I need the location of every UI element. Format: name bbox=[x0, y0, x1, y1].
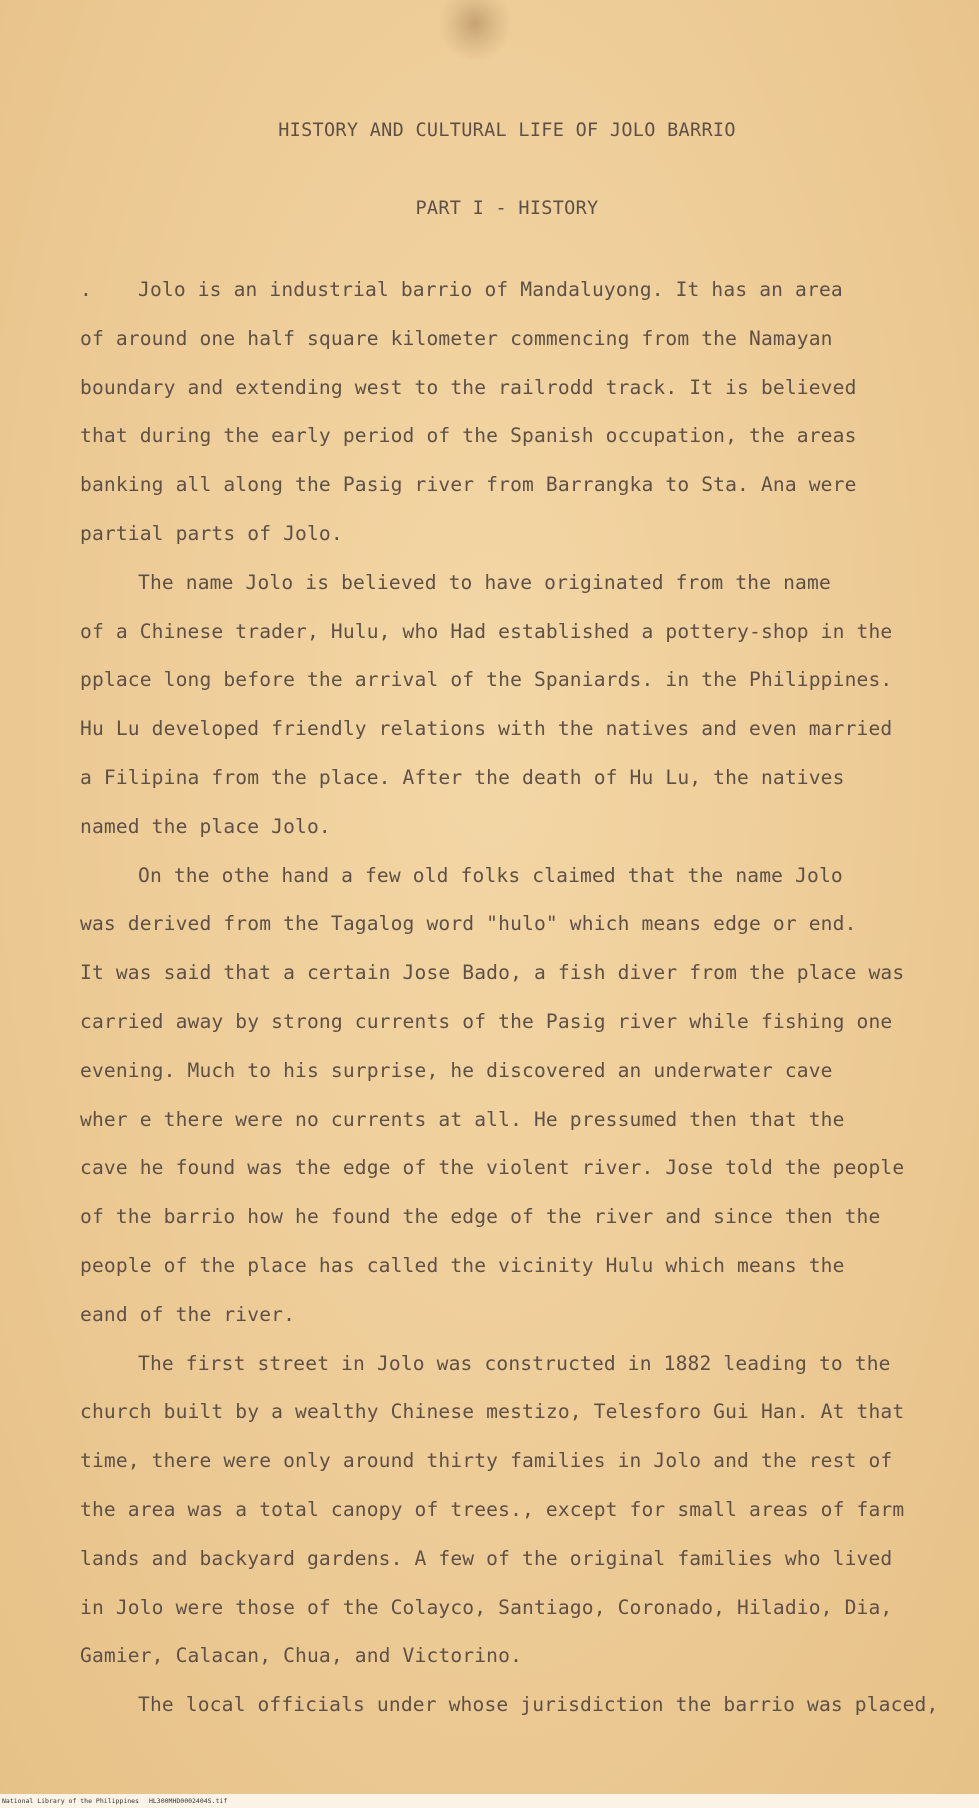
text-line: of a Chinese trader, Hulu, who Had established a pottery-shop in the bbox=[80, 619, 893, 643]
footer-library: National Library of the Philippines bbox=[2, 1797, 139, 1805]
text-line: boundary and extending west to the railrodd track. It is believed bbox=[80, 375, 857, 399]
text-line: The name Jolo is believed to have originated from the name bbox=[138, 570, 831, 594]
text-line: time, there were only around thirty families in Jolo and the rest of bbox=[80, 1449, 893, 1473]
paragraph-3 bbox=[80, 852, 960, 1340]
paper-stain bbox=[440, 0, 510, 60]
text-line: evening. Much to his surprise, he discovered an underwater cave bbox=[80, 1058, 833, 1082]
text-line: of around one half square kilometer commencing from the Namayan bbox=[80, 326, 833, 350]
text-line: eand of the river. bbox=[80, 1302, 296, 1326]
text-line: the area was a total canopy of trees., except for small areas of farm bbox=[80, 1497, 905, 1521]
text-line: On the othe hand a few old folks claimed that the name Jolo bbox=[138, 863, 843, 887]
text-line: The local officials under whose jurisdiction the barrio was placed, bbox=[138, 1693, 939, 1717]
text-line: pplace long before the arrival of the Spaniards. in the Philippines. bbox=[80, 668, 893, 692]
text-line: that during the early period of the Spanish occupation, the areas bbox=[80, 424, 857, 448]
paragraph-2 bbox=[80, 559, 960, 852]
text-line: of the barrio how he found the edge of the river and since then the bbox=[80, 1205, 881, 1229]
paragraph-4 bbox=[80, 1340, 960, 1682]
text-line: The first street in Jolo was constructed in 1882 leading to the bbox=[138, 1351, 891, 1375]
part-title: PART I - HISTORY bbox=[415, 198, 599, 219]
paragraph-1 bbox=[80, 266, 960, 559]
text-line: banking all along the Pasig river from Barrangka to Sta. Ana were bbox=[80, 473, 857, 497]
text-line: church built by a wealthy Chinese mestizo, Telesforo Gui Han. At that bbox=[80, 1400, 905, 1424]
text-line: named the place Jolo. bbox=[80, 814, 331, 838]
text-line: cave he found was the edge of the violent river. Jose told the people bbox=[80, 1156, 905, 1180]
text-line: Gamier, Calacan, Chua, and Victorino. bbox=[80, 1644, 523, 1668]
text-line: in Jolo were those of the Colayco, Santiago, Coronado, Hiladio, Dia, bbox=[80, 1595, 893, 1619]
text-line: wher e there were no currents at all. He pressumed then that the bbox=[80, 1107, 845, 1131]
text-line: partial parts of Jolo. bbox=[80, 521, 343, 545]
footer-reference: HL300MHD0002404S.tif bbox=[148, 1797, 228, 1805]
text-line: people of the place has called the vicinity Hulu which means the bbox=[80, 1253, 845, 1277]
text-line: a Filipina from the place. After the death of Hu Lu, the natives bbox=[80, 765, 845, 789]
text-line: It was said that a certain Jose Bado, a fish diver from the place was bbox=[80, 961, 905, 985]
document-body bbox=[80, 266, 960, 1730]
text-line: Hu Lu developed friendly relations with the natives and even married bbox=[80, 717, 893, 741]
text-line: was derived from the Tagalog word "hulo" which means edge or end. bbox=[80, 912, 857, 936]
scan-footer bbox=[0, 1794, 979, 1808]
text-line: carried away by strong currents of the Pasig river while fishing one bbox=[80, 1009, 893, 1033]
text-line: . Jolo is an industrial barrio of Mandaluyong. It has an area bbox=[80, 266, 960, 315]
document-title: HISTORY AND CULTURAL LIFE OF JOLO BARRIO bbox=[278, 120, 736, 141]
bullet-mark: . bbox=[80, 278, 92, 301]
paragraph-5 bbox=[80, 1681, 960, 1730]
text-line: lands and backyard gardens. A few of the original families who lived bbox=[80, 1546, 893, 1570]
